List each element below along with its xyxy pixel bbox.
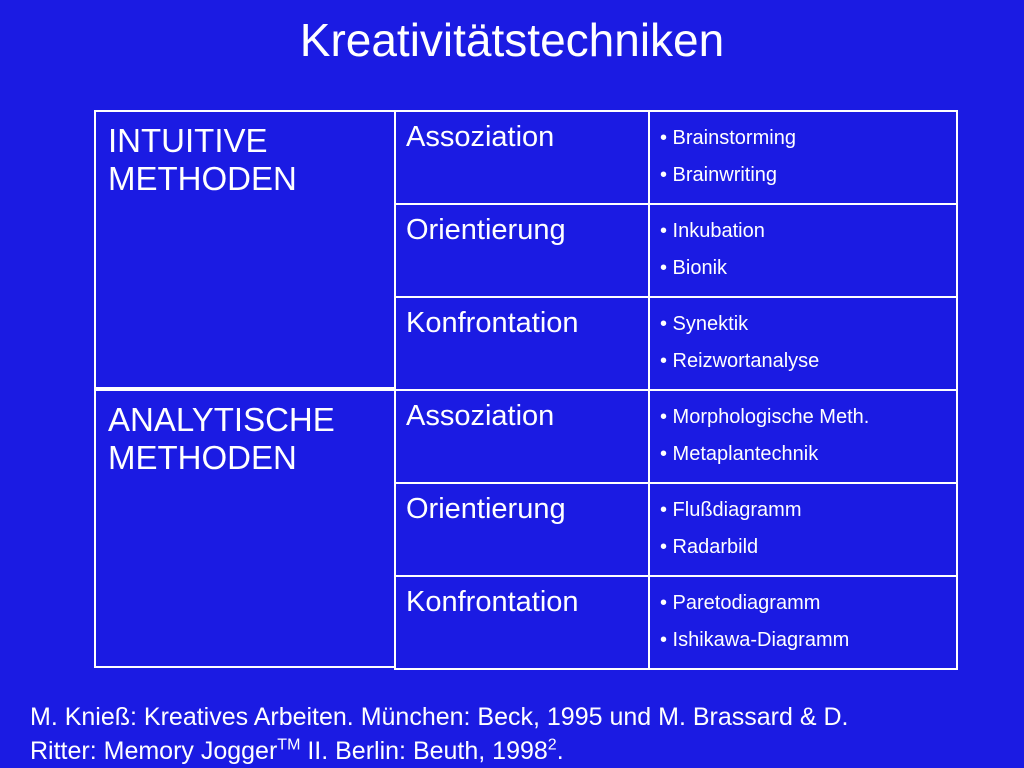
method-cell: Konfrontation (394, 575, 650, 670)
examples-cell (648, 110, 958, 205)
example-item: • Paretodiagramm (660, 592, 821, 614)
example-item: • Inkubation (660, 220, 765, 242)
example-item: • Brainstorming (660, 127, 796, 149)
examples-cell (648, 389, 958, 484)
category-label: METHODEN (108, 439, 297, 476)
example-item: • Bionik (660, 257, 728, 279)
category-analytic (94, 389, 396, 668)
examples-cell (648, 203, 958, 298)
method-cell: Konfrontation (394, 296, 650, 391)
example-item: • Metaplantechnik (660, 443, 819, 465)
example-item: • Reizwortanalyse (660, 350, 820, 372)
examples-cell (648, 482, 958, 577)
category-intuitive (94, 110, 396, 389)
category-label: METHODEN (108, 160, 297, 197)
examples-cell (648, 575, 958, 670)
slide-title: Kreativitätstechniken (299, 14, 725, 66)
method-cell: Assoziation (394, 389, 650, 484)
citation (30, 700, 990, 768)
method-cell: Assoziation (394, 110, 650, 205)
category-label: INTUITIVE (108, 122, 268, 159)
edition-number: 2 (547, 736, 557, 754)
citation-line: M. Knieß: Kreatives Arbeiten. München: Beck, 1995 und M. Brassard & D. (30, 703, 849, 731)
citation-end: . (556, 737, 564, 765)
category-label: ANALYTISCHE (108, 401, 335, 438)
citation-line: II. Berlin: Beuth, 1998 (300, 737, 548, 765)
citation-line: Ritter: Memory Jogger (30, 737, 278, 765)
method-cell: Orientierung (394, 482, 650, 577)
example-item: • Morphologische Meth. (660, 406, 870, 428)
method-cell: Orientierung (394, 203, 650, 298)
trademark-mark: TM (277, 736, 301, 754)
example-item: • Synektik (660, 313, 749, 335)
example-item: • Brainwriting (660, 164, 778, 186)
methods-table (94, 110, 958, 668)
example-item: • Flußdiagramm (660, 499, 802, 521)
example-item: • Ishikawa-Diagramm (660, 629, 850, 651)
examples-cell (648, 296, 958, 391)
example-item: • Radarbild (660, 536, 759, 558)
